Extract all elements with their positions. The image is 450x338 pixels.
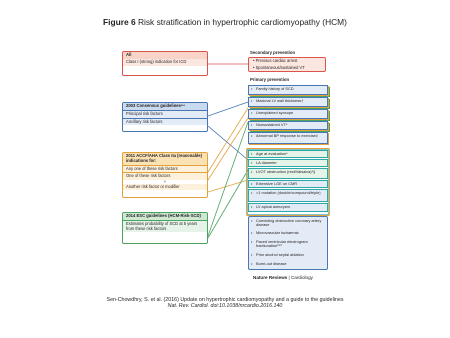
esc-header: 2014 ESC guidelines (HCM-Risk-SCD) xyxy=(123,213,207,220)
modifier-item: • Prior alcohol septal ablation xyxy=(251,252,304,257)
accf-any-one: Any one of these risk factors xyxy=(123,165,207,173)
consensus-header: 2003 Consensus guidelines⁸⁴ xyxy=(123,103,207,110)
modifier-item-text: Prior alcohol septal ablation xyxy=(256,252,304,257)
principal-item-text: Abnormal BP response to exercise‡ xyxy=(256,133,318,138)
citation xyxy=(0,297,450,310)
all-header: All xyxy=(123,52,207,59)
secondary-item: • Spontaneous/sustained VT xyxy=(253,64,305,70)
principal-item: • Abnormal BP response to exercise‡ xyxy=(248,132,328,144)
ancillary-item: • Age at evaluation* xyxy=(248,150,328,158)
all-row: Class I (strong) indication for ICD xyxy=(123,59,207,66)
citation-line2: Nat. Rev. Cardiol. doi:10.1038/nrcardio.2016.140 xyxy=(167,303,283,310)
consensus-box xyxy=(122,102,208,132)
accf-one-of: One of these risk factors xyxy=(123,172,207,180)
modifier-item: • Microvascular ischaemia xyxy=(251,230,299,235)
accf-box xyxy=(122,152,208,198)
ancillary-item-text: Age at evaluation* xyxy=(256,151,288,156)
consensus-principal: Principal risk factors xyxy=(123,110,207,118)
accf-plus: + xyxy=(163,179,167,184)
modifier-item-text: Coexisting obstructive coronary artery disease xyxy=(256,218,322,228)
secondary-item-text: Spontaneous/sustained VT xyxy=(255,64,305,70)
principal-item: • Maximal LV wall thickness† xyxy=(248,97,328,107)
modifier-item: • Coexisting obstructive coronary artery disease xyxy=(251,218,322,228)
credit-separator: | xyxy=(287,275,291,280)
all-box xyxy=(122,51,208,76)
ancillary-item: • >1 mutation (double/compound/triple) xyxy=(248,189,328,202)
modifier-item-text: Paced ventricular electrogram fractionation¹⁹⁰ xyxy=(256,239,308,249)
citation-line1: Sen-Chowdhry, S. et al. (2016) Update on hypertrophic cardiomyopathy and a guide to the guidelines xyxy=(106,297,344,303)
modifier-item-text: Burnt-out disease xyxy=(256,261,287,266)
principal-item-text: Nonsustained VT* xyxy=(256,122,288,127)
ancillary-item: • LVOT obstruction (rest/Valsalva)*§ xyxy=(248,168,328,179)
credit-brand: Nature Reviews xyxy=(253,275,288,280)
connector-accf-another xyxy=(208,180,248,192)
principal-item-text: Family history of SCD xyxy=(256,86,294,91)
ancillary-item-text: LVOT obstruction (rest/Valsalva)*§ xyxy=(256,169,316,174)
principal-item-text: Unexplained syncope xyxy=(256,110,294,115)
modifier-item: • Paced ventricular electrogram fractionation¹⁹⁰ xyxy=(251,239,308,249)
principal-item: • Nonsustained VT* xyxy=(248,121,328,130)
accf-header: 2011 ACCF/AHA Class IIa (reasonable) indications for: xyxy=(123,153,207,165)
figure-label: Figure 6 xyxy=(103,17,136,27)
connector-accf-oneof xyxy=(208,118,248,180)
secondary-box xyxy=(248,57,326,72)
esc-box xyxy=(122,212,208,244)
ancillary-item-text: >1 mutation (double/compound/triple) xyxy=(256,190,321,195)
ancillary-item-text: LV apical aneurysm xyxy=(256,204,290,209)
secondary-item-text: Previous cardiac arrest xyxy=(255,58,298,63)
principal-item: • Unexplained syncope xyxy=(248,109,328,119)
connector-consensus-principal xyxy=(208,102,248,116)
primary-heading: Primary prevention xyxy=(250,77,290,82)
ancillary-item-text: Extensive LGE on CMR xyxy=(256,181,298,186)
connector-consensus-ancillary xyxy=(208,126,248,160)
figure-title-text: Risk stratification in hypertrophic cardiomyopathy (HCM) xyxy=(137,17,347,27)
principal-item: • Family history of SCD xyxy=(248,85,328,95)
principal-item-text: Maximal LV wall thickness† xyxy=(256,98,304,103)
ancillary-item: • Extensive LGE on CMR xyxy=(248,180,328,188)
esc-row: Estimates probability of SCD at 5 years from these risk factors xyxy=(123,220,207,232)
ancillary-item: • LV apical aneurysm xyxy=(248,203,328,212)
secondary-heading: Secondary prevention xyxy=(250,50,296,55)
ancillary-item: • LA diameter xyxy=(248,159,328,167)
credit-journal: Cardiology xyxy=(290,275,313,280)
journal-credit xyxy=(253,275,313,280)
connector-esc-principal xyxy=(208,122,248,236)
consensus-ancillary: Ancillary risk factors xyxy=(123,118,207,126)
accf-another: Another risk factor or modifier xyxy=(123,184,207,191)
ancillary-item-text: LA diameter xyxy=(256,160,277,165)
modifier-item-text: Microvascular ischaemia xyxy=(256,230,299,235)
modifier-item: • Burnt-out disease xyxy=(251,261,287,266)
secondary-item: • Previous cardiac arrest xyxy=(253,58,298,63)
